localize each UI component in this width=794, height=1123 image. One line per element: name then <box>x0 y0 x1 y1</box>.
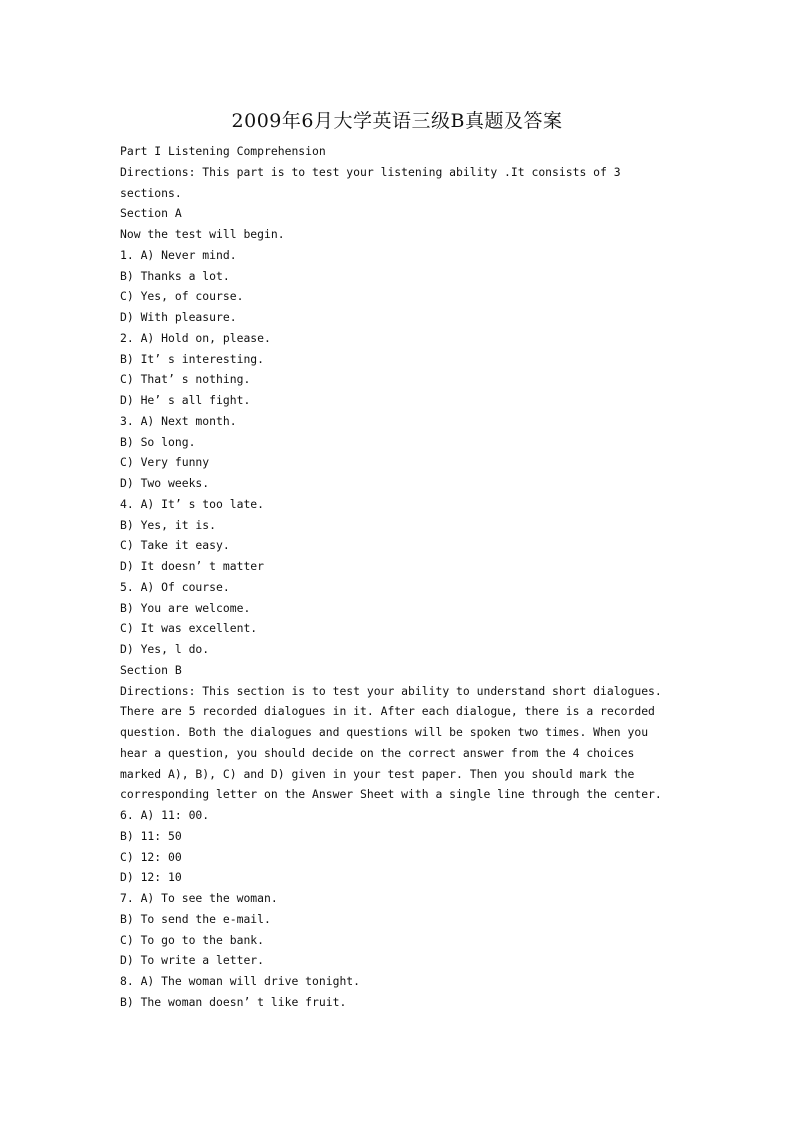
text-line: 7. A) To see the woman. <box>120 891 278 905</box>
text-line: 5. A) Of course. <box>120 579 230 594</box>
text-line: B) 11: 50 <box>120 828 182 843</box>
text-line: marked A), B), C) and D) given in your test paper. Then you should mark the <box>120 766 635 781</box>
text-line: C) Very funny <box>120 455 210 470</box>
text-line: C) 12: 00 <box>120 849 182 864</box>
text-line: Part I Listening Comprehension <box>120 144 326 158</box>
text-line: There are 5 recorded dialogues in it. After each dialogue, there is a recorded <box>120 704 655 719</box>
text-line: 3. A) Next month. <box>120 413 237 428</box>
text-line: D) With pleasure. <box>120 310 237 324</box>
text-line: B) So long. <box>120 434 196 449</box>
text-line: 2. A) Hold on, please. <box>120 330 271 345</box>
text-line: D) It doesn’ t matter <box>120 559 265 573</box>
text-line: Now the test will begin. <box>120 227 285 241</box>
text-line: Section B <box>120 662 182 677</box>
text-line: B) To send the e-mail. <box>120 911 271 926</box>
page-title: 2009年6月大学英语三级B真题及答案 <box>231 110 563 132</box>
text-line: C) Yes, of course. <box>120 289 244 304</box>
text-line: Section A <box>120 206 182 221</box>
text-line: Directions: This section is to test your ability to understand short dialogues. <box>120 683 662 698</box>
text-line: B) You are welcome. <box>120 600 251 615</box>
text-line: question. Both the dialogues and questions will be spoken two times. When you <box>120 725 649 739</box>
text-line: B) Thanks a lot. <box>120 268 230 283</box>
text-line: B) Yes, it is. <box>120 517 217 532</box>
text-line: sections. <box>120 185 182 200</box>
text-line: 8. A) The woman will drive tonight. <box>120 974 361 988</box>
text-line: D) 12: 10 <box>120 870 182 885</box>
text-line: C) Take it easy. <box>120 538 230 553</box>
text-line: C) It was excellent. <box>120 621 258 636</box>
text-line: C) To go to the bank. <box>120 932 265 947</box>
text-line: D) He’ s all fight. <box>120 393 251 407</box>
text-line: B) The woman doesn’ t like fruit. <box>120 994 347 1009</box>
text-line: 6. A) 11: 00. <box>120 808 210 822</box>
document-body <box>120 141 680 1013</box>
text-line: B) It’ s interesting. <box>120 351 265 366</box>
text-line: corresponding letter on the Answer Sheet with a single line through the center. <box>120 787 662 802</box>
text-line: Directions: This part is to test your listening ability .It consists of 3 <box>120 164 621 179</box>
text-line: C) That’ s nothing. <box>120 372 251 387</box>
text-line: 4. A) It’ s too late. <box>120 496 265 511</box>
text-line: D) Two weeks. <box>120 476 210 490</box>
text-line: 1. A) Never mind. <box>120 247 237 262</box>
text-line: hear a question, you should decide on the correct answer from the 4 choices <box>120 745 635 760</box>
text-line: D) To write a letter. <box>120 953 265 968</box>
text-line: D) Yes, l do. <box>120 642 210 656</box>
